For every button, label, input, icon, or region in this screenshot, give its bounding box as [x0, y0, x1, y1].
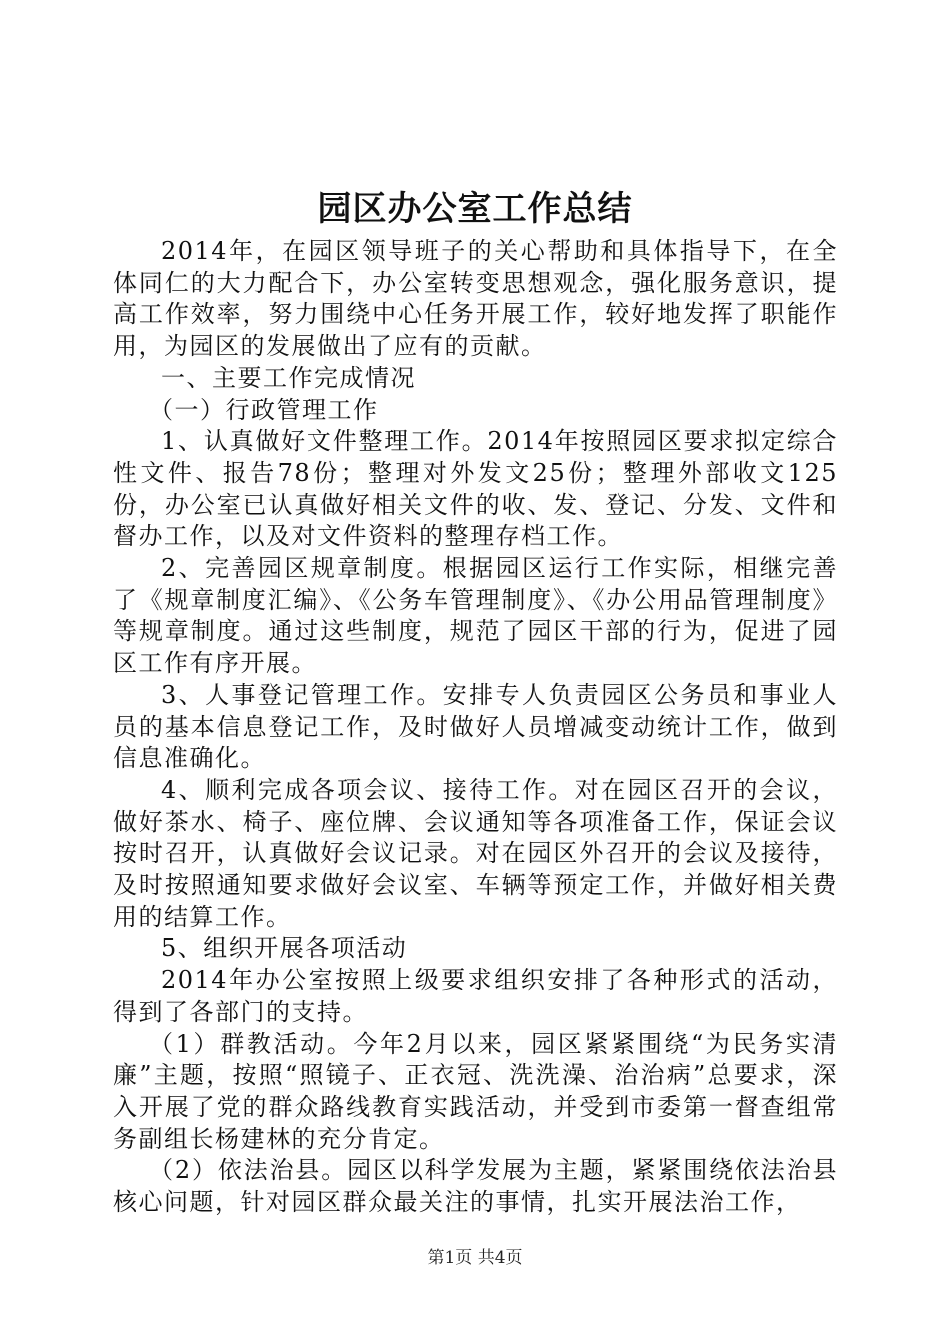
paragraph-item-2: 2、完善园区规章制度。根据园区运行工作实际，相继完善了《规章制度汇编》、《公务车管理制度》、《办公用品管理制度》等规章制度。通过这些制度，规范了园区干部的行为，促进了园区工作有序开展。	[113, 554, 838, 678]
subsection-heading-admin: （一）行政管理工作	[149, 395, 379, 424]
paragraph-item-5-heading: 5、组织开展各项活动	[161, 934, 408, 963]
paragraph-activities-intro: 2014年办公室按照上级要求组织安排了各种形式的活动，得到了各部门的支持。	[113, 966, 838, 1026]
document-title: 园区办公室工作总结	[317, 189, 633, 229]
page-footer: 第1页 共4页	[427, 1248, 523, 1268]
paragraph-activity-2: （2）依法治县。园区以科学发展为主题，紧紧围绕依法治县核心问题，针对园区群众最关注的事情，扎实开展法治工作，	[113, 1156, 838, 1217]
document-body	[113, 236, 838, 1219]
paragraph-item-1: 1、认真做好文件整理工作。2014年按照园区要求拟定综合性文件、报告78份；整理对外发文25份；整理外部收文125份，办公室已认真做好相关文件的收、发、登记、分发、文件和督办工作，以及对文件资料的整理存档工作。	[113, 427, 838, 551]
paragraph-item-3: 3、人事登记管理工作。安排专人负责园区公务员和事业人员的基本信息登记工作，及时做好人员增减变动统计工作，做到信息准确化。	[113, 680, 838, 773]
paragraph-intro: 2014年，在园区领导班子的关心帮助和具体指导下，在全体同仁的大力配合下，办公室转变思想观念，强化服务意识，提高工作效率，努力围绕中心任务开展工作，较好地发挥了职能作用，为园区的发展做出了应有的贡献。	[113, 237, 838, 361]
paragraph-activity-1: （1）群教活动。今年2月以来，园区紧紧围绕“为民务实清廉”主题，按照“照镜子、正衣冠、洗洗澡、治治病”总要求，深入开展了党的群众路线教育实践活动，并受到市委第一督查组常务副组长杨建林的充分肯定。	[113, 1029, 838, 1153]
paragraph-item-4: 4、顺利完成各项会议、接待工作。对在园区召开的会议，做好茶水、椅子、座位牌、会议通知等各项准备工作，保证会议按时召开，认真做好会议记录。对在园区外召开的会议及接待，及时按照通知要求做好会议室、车辆等预定工作，并做好相关费用的结算工作。	[113, 775, 838, 931]
section-heading-main-work: 一、主要工作完成情况	[161, 363, 416, 392]
